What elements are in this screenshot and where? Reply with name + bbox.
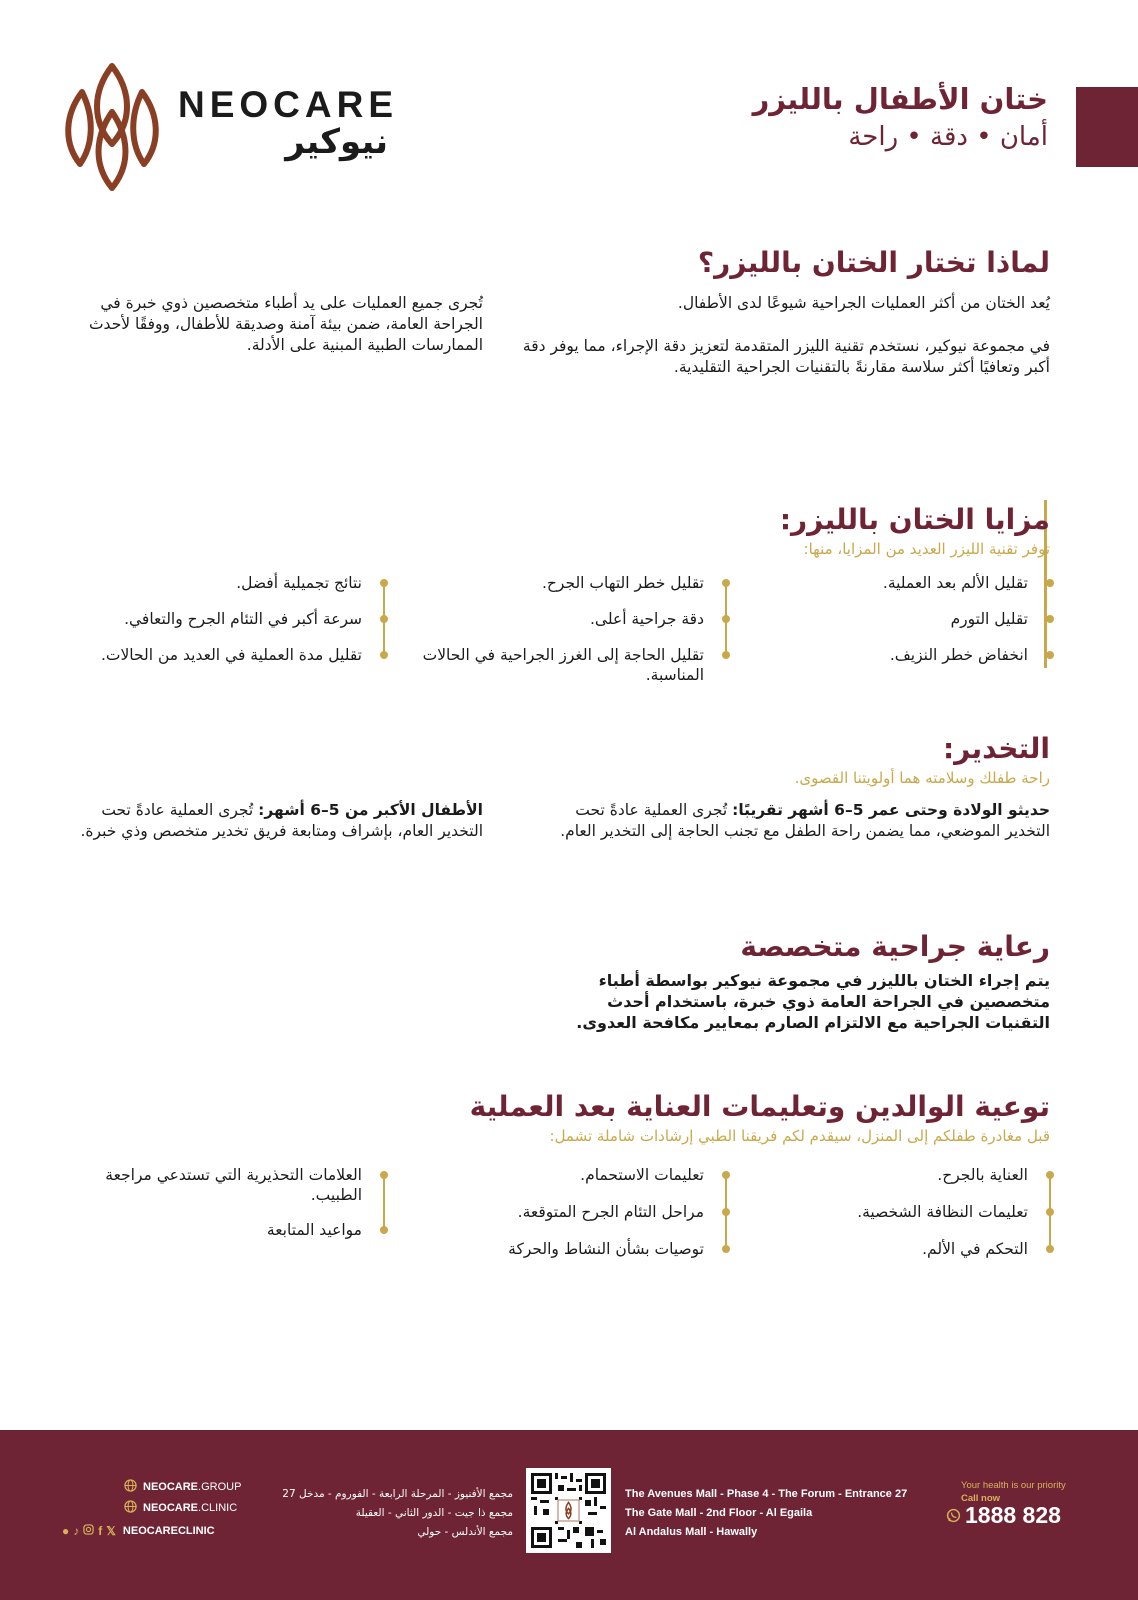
anesthesia-lead: راحة طفلك وسلامته هما أولويتنا القصوى. — [794, 769, 1050, 787]
locations-en — [625, 1485, 925, 1542]
call-now-label: Call now — [961, 1493, 1001, 1504]
facebook-icon[interactable]: f — [98, 1523, 103, 1538]
list-item: انخفاض خطر النزيف. — [760, 645, 1050, 665]
location-en-2: The Gate Mall - 2nd Floor - Al Egaila — [625, 1507, 813, 1519]
page-title: ختان الأطفال بالليزر — [752, 82, 1048, 116]
why-heading: لماذا تختار الختان بالليزر؟ — [697, 246, 1050, 279]
website-group-link[interactable]: NEOCARE.GROUP — [124, 1476, 241, 1497]
location-en-3: Al Andalus Mall - Hawally — [625, 1526, 758, 1538]
list-item: تقليل الألم بعد العملية. — [760, 573, 1050, 609]
list-item: تقليل التورم — [760, 609, 1050, 645]
leaf-logo-icon — [62, 62, 172, 192]
tagline: Your health is our priority — [961, 1480, 1066, 1491]
aftercare-column-1 — [760, 1165, 1050, 1259]
list-item: سرعة أكبر في التئام الجرح والتعافي. — [64, 609, 384, 645]
tiktok-icon[interactable]: ♪ — [73, 1523, 80, 1538]
benefits-heading: مزايا الختان بالليزر: — [779, 503, 1050, 536]
surgical-text: يتم إجراء الختان بالليزر في مجموعة نيوكير بواسطة أطباء متخصصين في الجراحة العامة ذوي خبرة، باستخدام أحدث التقنيات الجراحية مع الالتزام الصارم بمعايير مكافحة العدوى. — [576, 971, 1050, 1032]
corner-accent-block — [1076, 87, 1138, 167]
website-clinic-link[interactable]: NEOCARE.CLINIC — [124, 1497, 241, 1518]
list-item: العناية بالجرح. — [760, 1165, 1050, 1202]
list-item: دقة جراحية أعلى. — [406, 609, 726, 645]
bullet-dot — [722, 1208, 730, 1216]
phone-number[interactable]: 1888 828 — [946, 1502, 1061, 1529]
bullet-dot — [722, 579, 730, 587]
list-item: تقليل مدة العملية في العديد من الحالات. — [64, 645, 384, 665]
anesthesia-older-text: الأطفال الأكبر من 5–6 أشهر: تُجرى العملية عادةً تحت التخدير العام، بإشراف ومتابعة فريق تخدير متخصص وذي خبرة. — [80, 801, 483, 840]
brand-name-en: NEOCARE — [178, 84, 399, 125]
aftercare-header — [470, 1090, 1050, 1145]
aftercare-column-2 — [406, 1165, 726, 1259]
bullet-dot — [722, 615, 730, 623]
footer-web-links — [124, 1476, 241, 1518]
aftercare-column-3 — [64, 1165, 384, 1240]
list-item: تقليل الحاجة إلى الغرز الجراحية في الحالات المناسبة. — [406, 645, 726, 685]
bullet-dot — [380, 579, 388, 587]
list-item: العلامات التحذيرية التي تستدعي مراجعة الطبيب. — [64, 1165, 384, 1220]
bullet-dot — [1046, 579, 1054, 587]
list-item: تقليل خطر التهاب الجرح. — [406, 573, 726, 609]
location-en-1: The Avenues Mall - Phase 4 - The Forum - Entrance 27 — [625, 1488, 908, 1500]
list-item: تعليمات الاستحمام. — [406, 1165, 726, 1202]
instagram-icon[interactable] — [83, 1524, 94, 1538]
bullet-dot — [380, 1226, 388, 1234]
bullet-dot — [1046, 1171, 1054, 1179]
why-doctors-text: تُجرى جميع العمليات على يد أطباء متخصصين ذوي خبرة في الجراحة العامة، ضمن بيئة آمنة وصديقة للأطفال، ووفقًا لأحدث الممارسات الطبية المبنية على الأدلة. — [88, 294, 483, 354]
list-item: تعليمات النظافة الشخصية. — [760, 1202, 1050, 1239]
location-ar-2: مجمع ذا جيت - الدور الثاني - العقيلة — [355, 1507, 513, 1519]
brand-name-ar: نيوكير — [285, 122, 388, 162]
why-intro-text: يُعد الختان من أكثر العمليات الجراحية شيوعًا لدى الأطفال. — [677, 294, 1050, 312]
list-item: التحكم في الألم. — [760, 1239, 1050, 1259]
benefits-lead: توفر تقنية الليزر العديد من المزايا، منها: — [803, 540, 1050, 558]
aftercare-heading: توعية الوالدين وتعليمات العناية بعد العملية — [469, 1090, 1050, 1123]
whatsapp-icon — [946, 1502, 961, 1529]
bullet-dot — [1046, 1245, 1054, 1253]
list-item: مواعيد المتابعة — [64, 1220, 384, 1240]
bullet-dot — [380, 1171, 388, 1179]
why-technology-text: في مجموعة نيوكير، نستخدم تقنية الليزر المتقدمة لتعزيز دقة الإجراء، مما يوفر دقة أكبر وتعافيًا أكثر سلاسة مقارنةً بالتقنيات الجراحية التقليدية. — [522, 337, 1050, 376]
qr-code-graphic — [531, 1473, 606, 1548]
list-item: نتائج تجميلية أفضل. — [64, 573, 384, 609]
benefits-column-3 — [64, 573, 384, 665]
location-ar-3: مجمع الأندلس - حولي — [417, 1526, 513, 1538]
globe-icon — [124, 1479, 137, 1495]
bullet-dot — [1046, 1208, 1054, 1216]
bullet-dot — [722, 651, 730, 659]
social-handle[interactable]: NEOCARECLINIC — [122, 1524, 215, 1537]
list-item: مراحل التئام الجرح المتوقعة. — [406, 1202, 726, 1239]
bullet-dot — [1046, 615, 1054, 623]
x-icon[interactable]: 𝕏 — [106, 1523, 116, 1538]
globe-icon — [124, 1500, 137, 1516]
anesthesia-newborns-label: حديثو الولادة وحتى عمر 5–6 أشهر تقريبًا: — [732, 801, 1050, 819]
bullet-dot — [722, 1171, 730, 1179]
bullet-dot — [380, 615, 388, 623]
location-ar-1: مجمع الأفنيوز - المرحلة الرابعة - الفوروم - مدخل 27 — [282, 1488, 513, 1500]
page-subtitle: أمان • دقة • راحة — [848, 122, 1048, 152]
anesthesia-heading: التخدير: — [942, 732, 1050, 765]
anesthesia-header — [795, 732, 1050, 787]
benefits-header — [780, 503, 1050, 558]
social-links-row — [62, 1520, 215, 1541]
surgical-heading: رعاية جراحية متخصصة — [740, 930, 1050, 963]
anesthesia-newborns-text: حديثو الولادة وحتى عمر 5–6 أشهر تقريبًا: تُجرى العملية عادةً تحت التخدير الموضعي، مما يضمن راحة الطفل مع تجنب الحاجة إلى التخدير العام. — [560, 801, 1050, 840]
benefits-column-1 — [760, 573, 1050, 665]
bullet-dot — [380, 651, 388, 659]
qr-code[interactable] — [526, 1468, 611, 1553]
anesthesia-older-label: الأطفال الأكبر من 5–6 أشهر: — [258, 801, 483, 819]
bullet-dot — [1046, 651, 1054, 659]
bullet-dot — [722, 1245, 730, 1253]
snapchat-icon[interactable]: ● — [62, 1523, 70, 1538]
aftercare-lead: قبل مغادرة طفلكم إلى المنزل، سيقدم لكم فريقنا الطبي إرشادات شاملة تشمل: — [549, 1127, 1050, 1145]
benefits-column-2 — [406, 573, 726, 685]
locations-ar — [253, 1485, 513, 1542]
list-item: توصيات بشأن النشاط والحركة — [406, 1239, 726, 1259]
